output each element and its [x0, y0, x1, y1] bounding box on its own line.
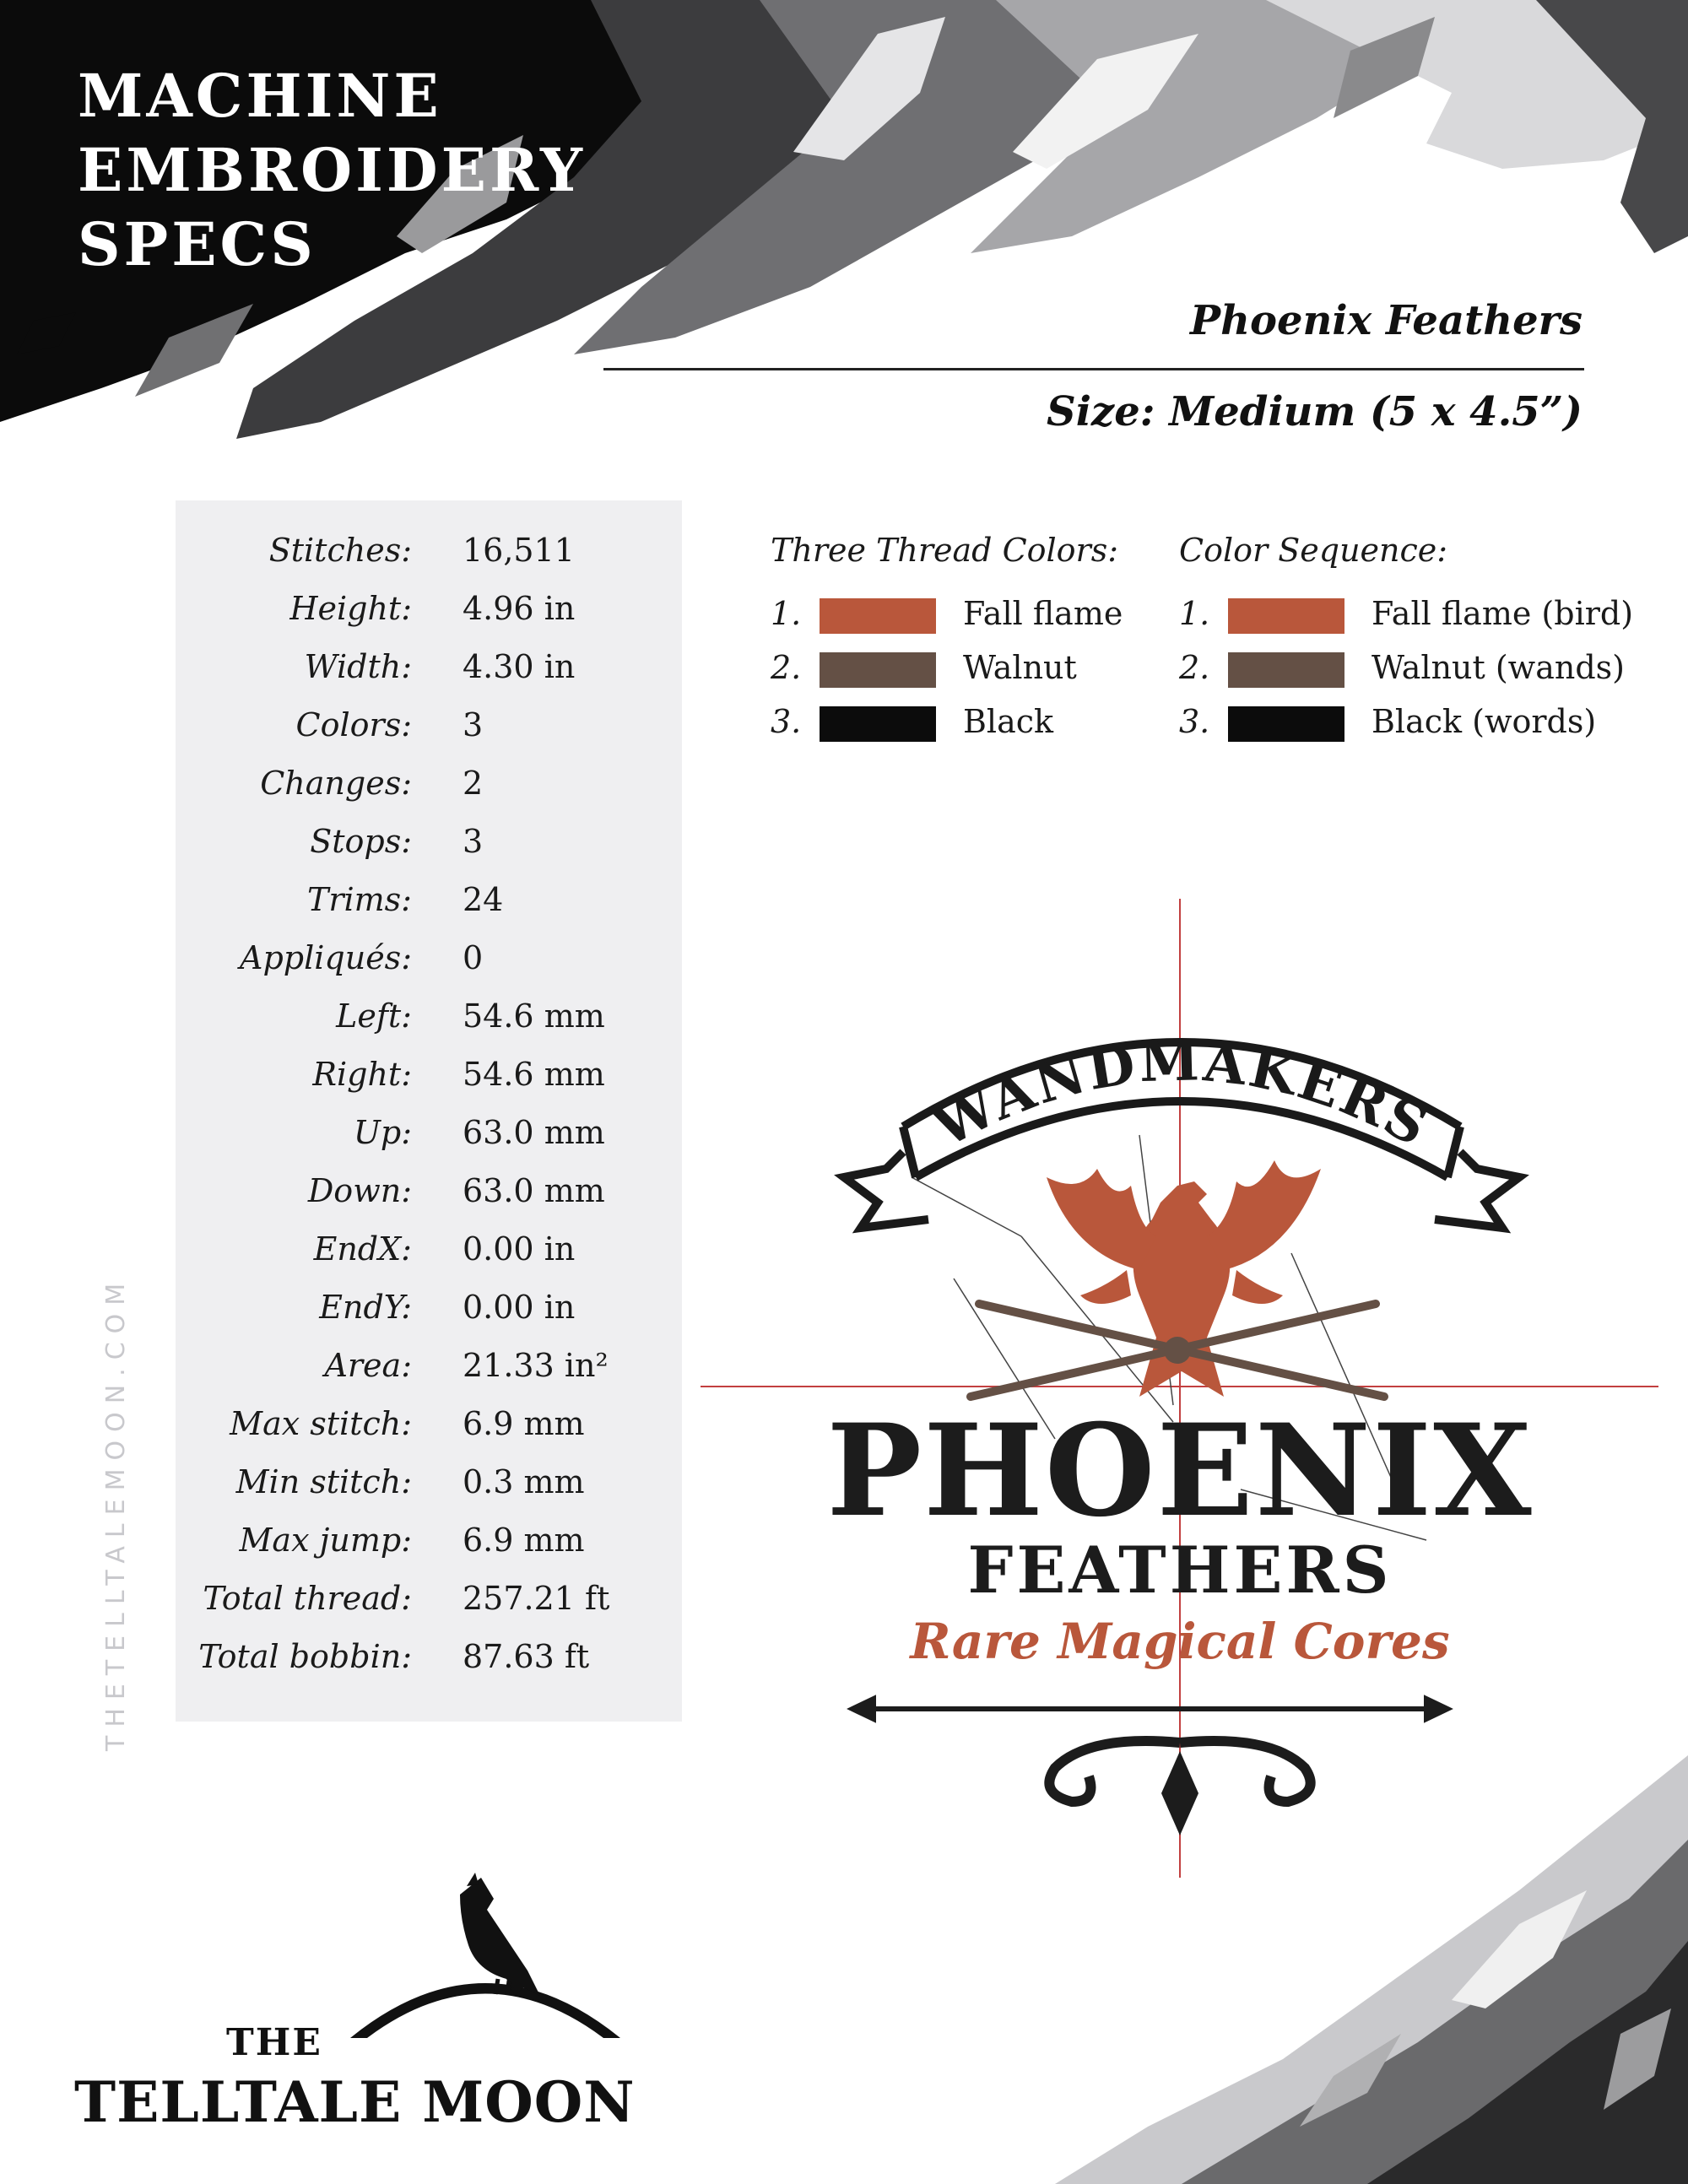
- color-swatch: [820, 706, 936, 742]
- color-number: 1.: [1179, 595, 1210, 632]
- spec-label: Changes:: [260, 765, 412, 802]
- spec-value: 3: [463, 706, 484, 743]
- spec-label: Stops:: [310, 823, 412, 860]
- color-number: 1.: [771, 595, 802, 632]
- thread-color-row: [771, 595, 1159, 637]
- spec-label: Total bobbin:: [198, 1638, 412, 1675]
- spec-row-changes: [176, 765, 682, 815]
- spec-label: Left:: [336, 997, 412, 1035]
- design-main-text: PHOENIX: [826, 1397, 1534, 1545]
- spec-row-down: [176, 1172, 682, 1223]
- spec-value: 24: [463, 881, 504, 918]
- spec-row-area: [176, 1347, 682, 1397]
- spec-value: 0.00 in: [463, 1289, 576, 1326]
- color-sequence-row: [1179, 649, 1669, 691]
- spec-value: 16,511: [463, 532, 575, 569]
- header-divider: [603, 368, 1584, 370]
- spec-value: 0.00 in: [463, 1230, 576, 1268]
- color-swatch: [1228, 706, 1344, 742]
- spec-row-stitches: [176, 532, 682, 582]
- thread-color-row: [771, 649, 1159, 691]
- spec-row-left: [176, 997, 682, 1048]
- color-swatch: [820, 652, 936, 688]
- spec-label: Width:: [304, 648, 412, 685]
- spec-label: Area:: [324, 1347, 412, 1384]
- vertical-website-url: THETELLTALEMOON.COM: [101, 1274, 131, 1751]
- color-number: 2.: [771, 649, 802, 686]
- spec-label: Appliqués:: [240, 939, 412, 976]
- spec-row-width: [176, 648, 682, 699]
- color-swatch: [1228, 652, 1344, 688]
- specs-panel: [176, 500, 682, 1722]
- banner-text: WANDMAKERS: [923, 1030, 1440, 1160]
- color-number: 3.: [1179, 703, 1210, 740]
- page-title-line-1: MACHINE: [78, 61, 442, 131]
- thread-color-row: [771, 703, 1159, 745]
- spec-label: Max stitch:: [230, 1405, 412, 1442]
- spec-row-right: [176, 1056, 682, 1106]
- spec-row-max-stitch: [176, 1405, 682, 1456]
- spec-value: 6.9 mm: [463, 1522, 585, 1559]
- spec-row-stops: [176, 823, 682, 873]
- arrow-divider: [852, 1699, 1447, 1719]
- color-name: Walnut (wands): [1372, 649, 1625, 686]
- spec-value: 63.0 mm: [463, 1114, 605, 1151]
- spec-label: Colors:: [295, 706, 412, 743]
- spec-value: 0: [463, 939, 484, 976]
- spec-value: 4.96 in: [463, 590, 576, 627]
- logo-text-name: TELLTALE MOON: [74, 2069, 636, 2135]
- thread-colors-heading: Three Thread Colors:: [771, 532, 1119, 569]
- raven-moon-logo-icon: [333, 1869, 637, 2046]
- color-swatch: [820, 598, 936, 634]
- color-name: Fall flame: [963, 595, 1123, 632]
- spec-value: 54.6 mm: [463, 997, 605, 1035]
- color-number: 3.: [771, 703, 802, 740]
- color-sequence-row: [1179, 703, 1669, 745]
- spec-label: Trims:: [306, 881, 412, 918]
- spec-label: Min stitch:: [235, 1463, 412, 1500]
- color-name: Black (words): [1372, 703, 1597, 740]
- spec-row-min-stitch: [176, 1463, 682, 1514]
- spec-value: 87.63 ft: [463, 1638, 590, 1675]
- spec-value: 54.6 mm: [463, 1056, 605, 1093]
- page-title-line-2: EMBROIDERY: [78, 135, 586, 205]
- design-sub-text: FEATHERS: [967, 1533, 1393, 1608]
- spec-label: Total thread:: [203, 1580, 412, 1617]
- color-name: Black: [963, 703, 1054, 740]
- spec-row-endx: [176, 1230, 682, 1281]
- spec-row-max-jump: [176, 1522, 682, 1572]
- page-title-line-3: SPECS: [78, 209, 316, 279]
- spec-label: Right:: [312, 1056, 412, 1093]
- spec-row-colors: [176, 706, 682, 757]
- spec-label: Down:: [307, 1172, 412, 1209]
- spec-value: 21.33 in²: [463, 1347, 609, 1384]
- spec-row-endy: [176, 1289, 682, 1339]
- spec-value: 63.0 mm: [463, 1172, 605, 1209]
- spec-label: Height:: [289, 590, 412, 627]
- design-tagline: Rare Magical Cores: [910, 1613, 1450, 1670]
- spec-row-height: [176, 590, 682, 641]
- spec-label: EndY:: [319, 1289, 412, 1326]
- spec-row-appliques: [176, 939, 682, 990]
- wand-knot: [1164, 1337, 1191, 1364]
- spec-value: 0.3 mm: [463, 1463, 585, 1500]
- spec-value: 3: [463, 823, 484, 860]
- color-name: Walnut: [963, 649, 1077, 686]
- spec-label: Up:: [353, 1114, 412, 1151]
- logo-text-the: THE: [226, 2021, 322, 2064]
- spec-row-total-thread: [176, 1580, 682, 1630]
- embroidery-design-preview: [701, 899, 1658, 1878]
- color-name: Fall flame (bird): [1372, 595, 1634, 632]
- color-sequence-row: [1179, 595, 1669, 637]
- spec-label: Max jump:: [239, 1522, 412, 1559]
- spec-row-total-bobbin: [176, 1638, 682, 1689]
- spec-row-trims: [176, 881, 682, 932]
- spec-label: Stitches:: [268, 532, 412, 569]
- design-name: Phoenix Feathers: [1189, 297, 1582, 344]
- spec-value: 257.21 ft: [463, 1580, 610, 1617]
- design-size: Size: Medium (5 x 4.5”): [1047, 388, 1582, 435]
- color-number: 2.: [1179, 649, 1210, 686]
- spec-value: 2: [463, 765, 484, 802]
- ornament-drop: [1161, 1751, 1198, 1835]
- spec-value: 4.30 in: [463, 648, 576, 685]
- color-swatch: [1228, 598, 1344, 634]
- spec-row-up: [176, 1114, 682, 1165]
- spec-label: EndX:: [313, 1230, 412, 1268]
- spec-value: 6.9 mm: [463, 1405, 585, 1442]
- color-sequence-heading: Color Sequence:: [1179, 532, 1448, 569]
